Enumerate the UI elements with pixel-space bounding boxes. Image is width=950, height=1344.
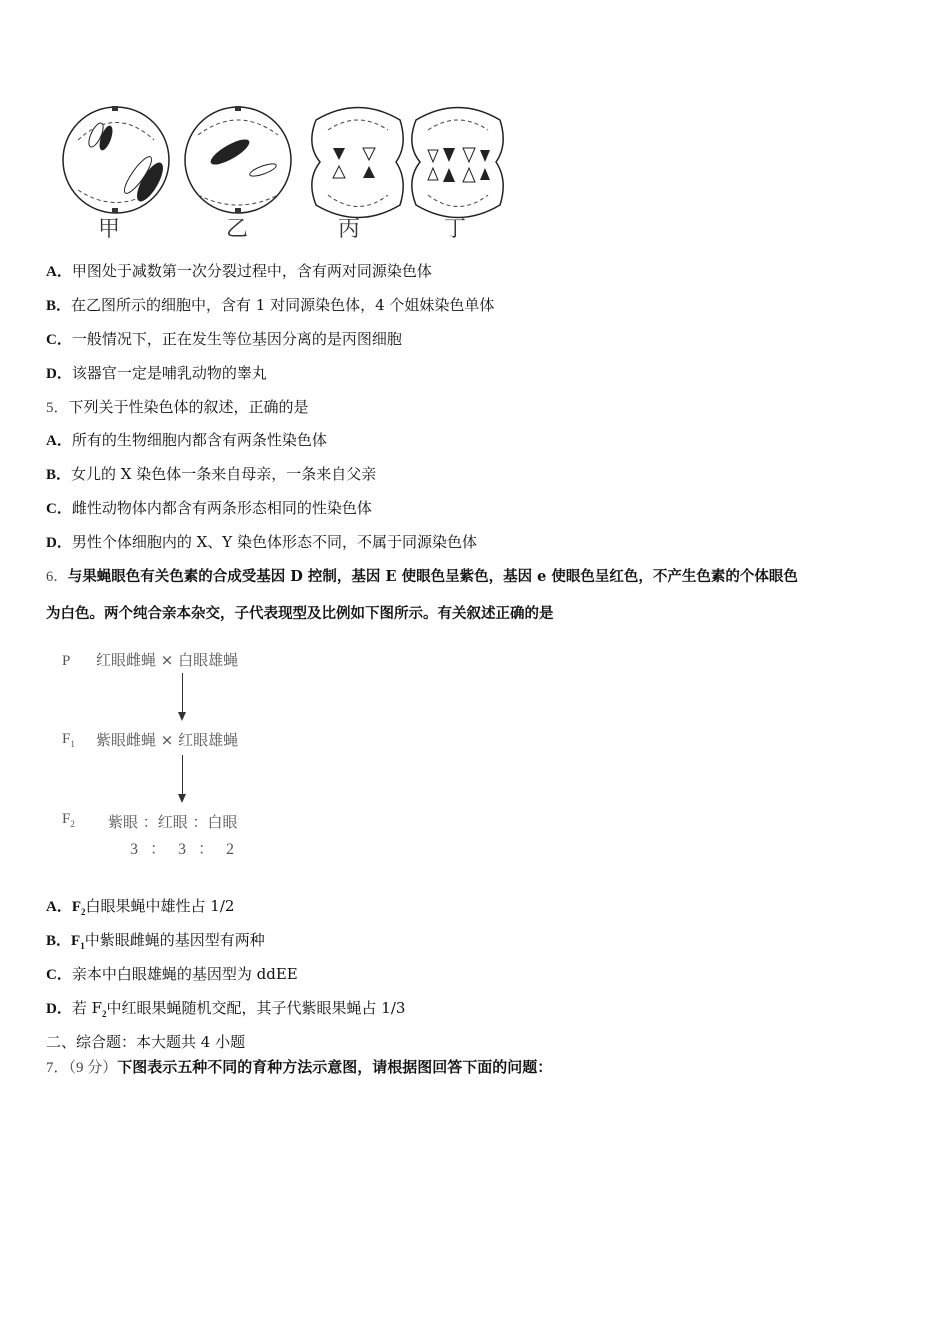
f1-generation-label: $F_1$: [62, 731, 75, 749]
q4-option-d: D．该器官一定是哺乳动物的睾丸: [46, 364, 267, 382]
cell-division-figure: [58, 100, 508, 240]
q6-stem-line1: 6．与果蝇眼色有关色素的合成受基因 D 控制，基因 E 使眼色呈紫色，基因 e 使眼色呈红色，不产生色素的个体眼色: [46, 568, 798, 585]
f2-generation-label: $F_2$: [62, 811, 75, 829]
q4-option-a: A．甲图处于减数第一次分裂过程中，含有两对同源染色体: [46, 262, 432, 280]
q4-option-b: B．在乙图所示的细胞中，含有 1 对同源染色体，4 个姐妹染色单体: [46, 296, 495, 314]
cell-label-jia: 甲: [98, 217, 121, 242]
q6-option-d: D．若 $F_2$中红眼果蝇随机交配，其子代紫眼果蝇占 1/3: [46, 999, 406, 1019]
q5-stem: 5．下列关于性染色体的叙述，正确的是: [46, 398, 309, 416]
p-generation-label: P: [62, 653, 71, 669]
q6-option-b: B．$F_1$中紫眼雌蝇的基因型有两种: [46, 931, 265, 951]
q4-option-c: C．一般情况下，正在发生等位基因分离的是丙图细胞: [46, 330, 402, 348]
section-heading: 二、综合题：本大题共 4 小题: [46, 1033, 246, 1051]
q7-stem: 7．（9 分）下图表示五种不同的育种方法示意图，请根据图回答下面的问题：: [46, 1058, 553, 1076]
arrow-down-icon: [182, 755, 183, 801]
f2-phenotypes: 紫眼 ：红眼 ：白眼: [108, 813, 238, 831]
arrow-down-icon: [182, 673, 183, 719]
genetic-cross-diagram: [62, 645, 292, 860]
q5-option-b: B．女儿的 X 染色体一条来自母亲，一条来自父亲: [46, 465, 377, 483]
q5-option-c: C．雌性动物体内都含有两条形态相同的性染色体: [46, 499, 372, 517]
q5-option-d: D．男性个体细胞内的 X、Y 染色体形态不同，不属于同源染色体: [46, 533, 477, 551]
cell-diagrams-image: [58, 100, 508, 240]
f1-generation-cross: 紫眼雌蝇 × 红眼雄蝇: [96, 731, 239, 749]
q6-stem-line2: 为白色。两个纯合亲本杂交，子代表现型及比例如下图所示。有关叙述正确的是: [46, 605, 554, 622]
q6-option-c: C．亲本中白眼雄蝇的基因型为 ddEE: [46, 965, 298, 983]
cell-label-ding: 丁: [444, 217, 467, 242]
q6-option-a: A．$F_2$白眼果蝇中雄性占 1/2: [46, 897, 235, 917]
cell-label-yi: 乙: [226, 217, 249, 242]
p-generation-cross: 红眼雌蝇 × 白眼雄蝇: [96, 651, 239, 669]
cell-label-bing: 丙: [338, 217, 361, 242]
f2-ratio: 3 ： 3 ： 2: [130, 841, 235, 858]
q5-option-a: A．所有的生物细胞内都含有两条性染色体: [46, 431, 327, 449]
